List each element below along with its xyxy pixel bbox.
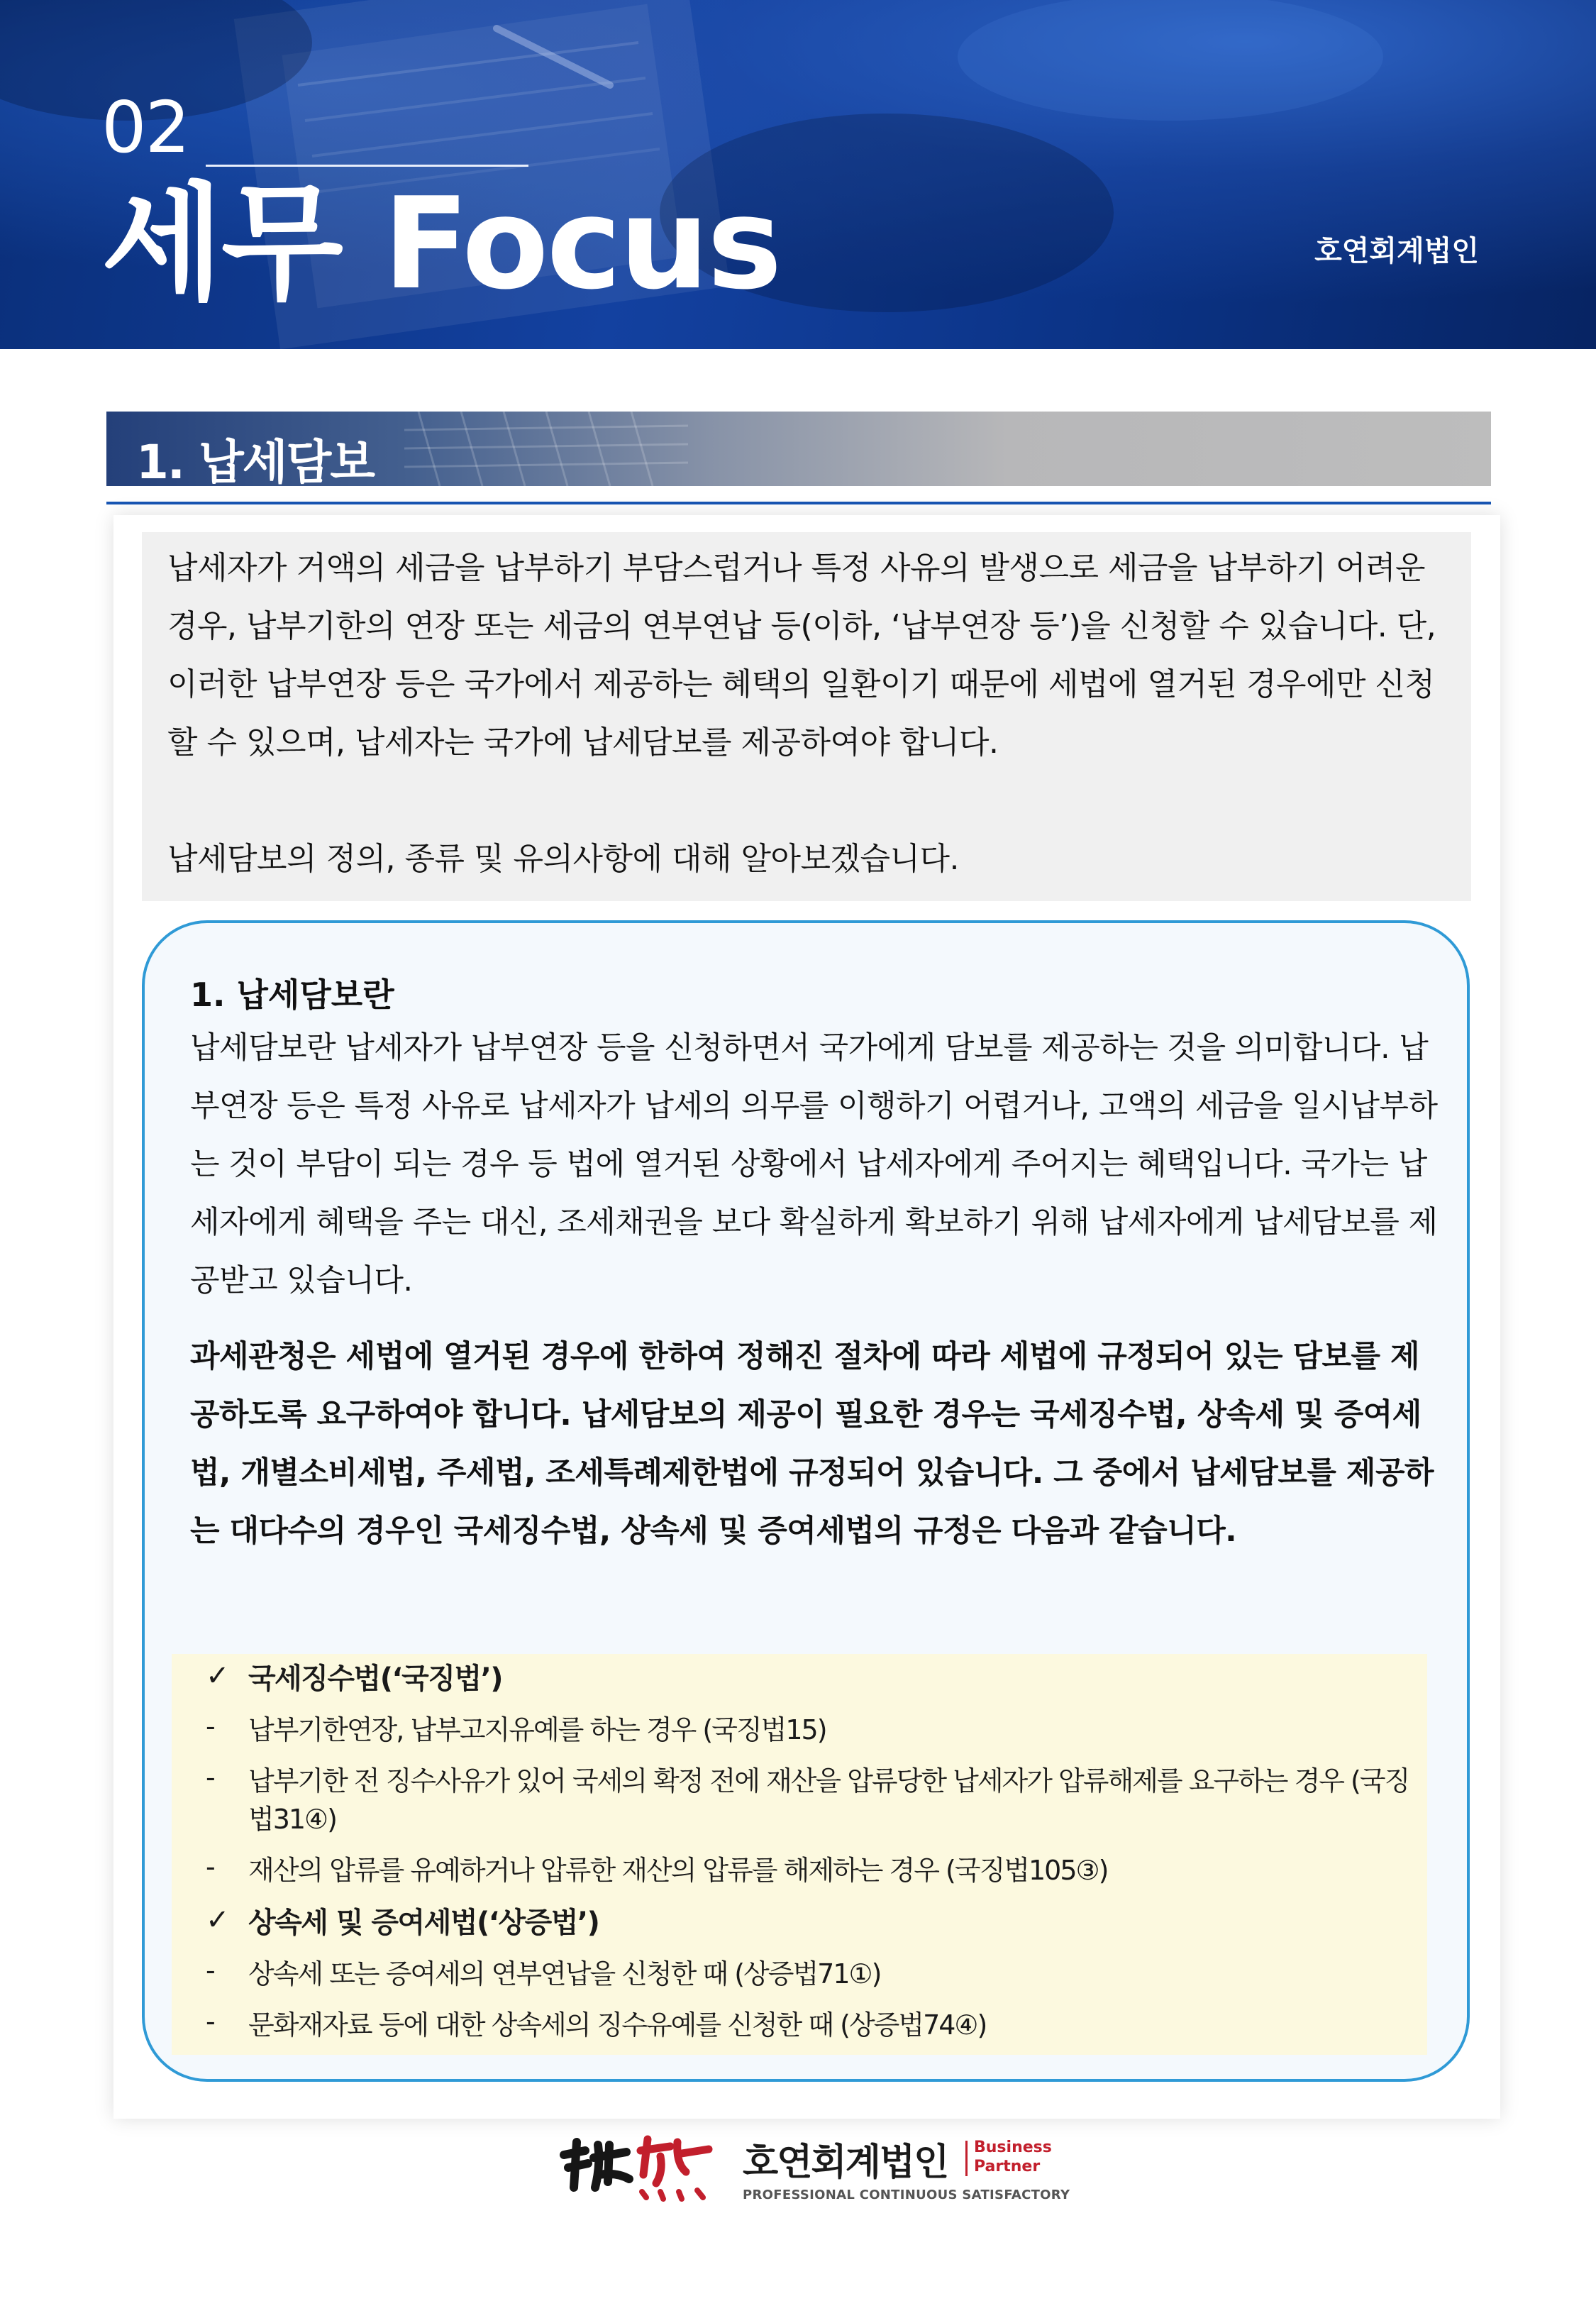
- check-icon: ✓: [206, 1660, 229, 1692]
- check-icon: ✓: [206, 1904, 229, 1936]
- definition-box: [142, 920, 1470, 2082]
- definition-heading: 1. 납세담보란: [190, 976, 394, 1014]
- footer-tagline: PROFESSIONAL CONTINUOUS SATISFACTORY: [743, 2188, 1070, 2202]
- dash-bullet: -: [206, 2006, 214, 2037]
- section-divider: [106, 502, 1491, 504]
- footer-divider: [965, 2141, 968, 2176]
- header-banner: [0, 0, 1596, 349]
- intro-paragraph: 납세자가 거액의 세금을 납부하기 부담스럽거나 특정 사유의 발생으로 세금을 납부하기 어려운 경우, 납부기한의 연장 또는 세금의 연부연납 등(이하, ‘납부연장 등’)을 신청할 수 있습니다. 단, 이러한 납부연장 등은 국가에서 제공하는 혜택의 일환이기 때문에 세법에 열거된 경우에만 신청할 수 있으며, 납세자는 국가에 납세담보를 제공하여야 합니다.: [167, 550, 1436, 761]
- dash-bullet: -: [206, 1762, 214, 1793]
- section-title-bar: [106, 412, 1491, 490]
- dash-bullet: -: [206, 1851, 214, 1882]
- requirement-paragraph: 과세관청은 세법에 열거된 경우에 한하여 정해진 절차에 따라 세법에 규정되어 있는 담보를 제공하도록 요구하여야 합니다. 납세담보의 제공이 필요한 경우는 국세징수법, 상속세 및 증여세법, 개별소비세법, 주세법, 조세특례제한법에 규정되어 있습니다. 그 중에서 납세담보를 제공하는 대다수의 경우인 국세징수법, 상속세 및 증여세법의 규정은 다음과 같습니다.: [190, 1339, 1434, 1549]
- header-firm-name: 호연회계법인: [1314, 235, 1479, 267]
- law-list: ✓ 국세징수법(‘국징법’) - 납부기한연장, 납부고지유예를 하는 경우 (국징법15) - 납부기한 전 징수사유가 있어 국세의 확정 전에 재산을 압류당한 납세자가 압류해제를 요구하는 경우 (국징법31④) - 재산의 압류를 유예하거나 압류한 재산의 압류를 해제하는 경우 (국징법105③) ✓ 상속세 및 증여세법(‘상증법’) - 상속세 또는 증여세의 연부연납을 신청한 때 (상증법71①) - 문화재자료 등에 대한 상속세의 징수유예를 신청한 때 (상증법74④): [172, 1654, 1427, 2055]
- footer-firm-name: 호연회계법인: [743, 2141, 948, 2184]
- footer-brand: [557, 2122, 1070, 2210]
- page-title: 세무 Focus: [101, 170, 780, 317]
- section-title: 1. 납세담보: [136, 435, 374, 490]
- business-partner-badge: Business Partner: [974, 2139, 1052, 2175]
- intro-summary: 납세담보의 정의, 종류 및 유의사항에 대해 알아보겠습니다.: [167, 841, 959, 877]
- dash-bullet: -: [206, 1955, 214, 1986]
- dash-bullet: -: [206, 1711, 214, 1742]
- chapter-number: 02: [101, 86, 189, 169]
- chapter-underline: [206, 165, 528, 167]
- definition-paragraph: 납세담보란 납세자가 납부연장 등을 신청하면서 국가에게 담보를 제공하는 것을 의미합니다. 납부연장 등은 특정 사유로 납세자가 납세의 의무를 이행하기 어렵거나, 고액의 세금을 일시납부하는 것이 부담이 되는 경우 등 법에 열거된 상황에서 납세자에게 주어지는 혜택입니다. 국가는 납세자에게 혜택을 주는 대신, 조세채권을 보다 확실하게 확보하기 위해 납세자에게 납세담보를 제공받고 있습니다.: [190, 1030, 1438, 1298]
- logo-text: 浩然: [557, 2122, 580, 2135]
- firm-logo-calligraphy: [557, 2122, 734, 2203]
- intro-box: [142, 532, 1471, 901]
